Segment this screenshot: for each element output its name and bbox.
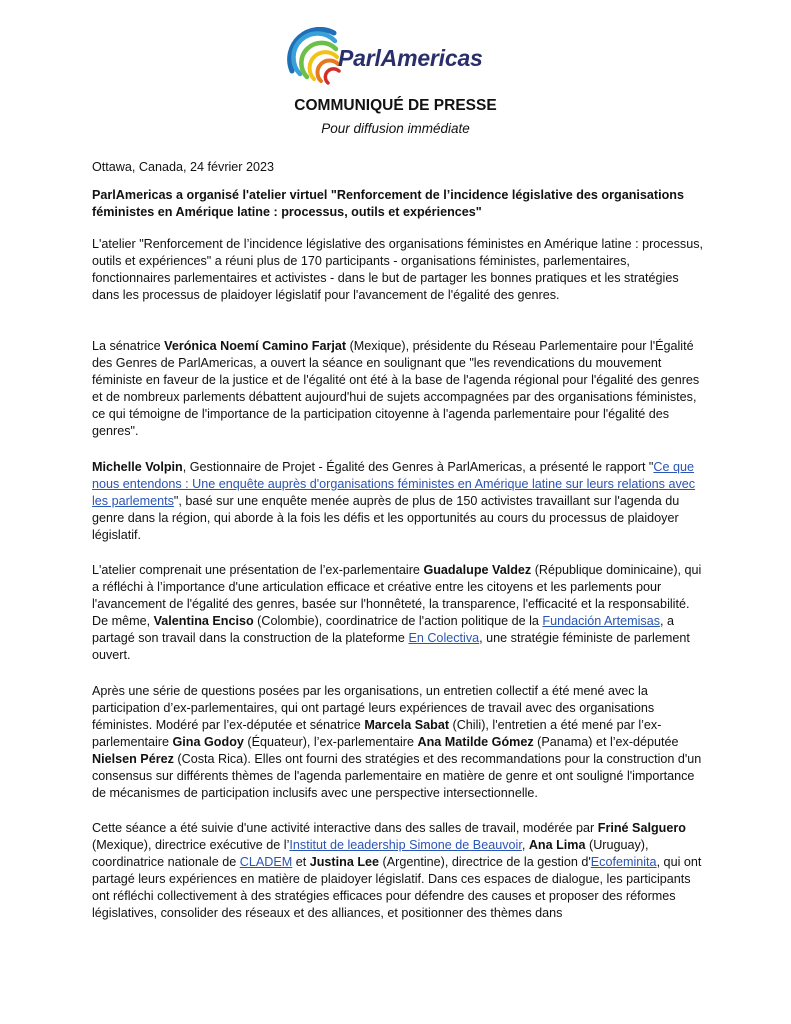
text: , a partagé son travail dans la construction de la plateforme (92, 614, 675, 645)
text: (Chili), l'entretien a été mené par l’ex-parlementaire (92, 718, 662, 749)
person-name: Michelle Volpin (92, 460, 183, 474)
person-name: Marcela Sabat (364, 718, 450, 732)
headline: ParlAmericas a organisé l'atelier virtuel "Renforcement de l’incidence législative des organisations féministes en Amérique latine : processus, outils et expériences" (92, 188, 684, 219)
document-subtitle: Pour diffusion immédiate (321, 121, 470, 136)
paragraph-1: L'atelier "Renforcement de l’incidence législative des organisations féministes en Amérique latine : processus, outils et expériences" a réuni plus de 170 participants - organisations féministes, parlementaires, fonctionnaires parlementaires et activistes - dans le but de partager les bonnes pratiques et les stratégies dans les processus de plaidoyer législatif pour l'avancement de l'égalité des genres. (92, 237, 703, 302)
text: ", basé sur une enquête menée auprès de plus de 150 activistes travaillant sur l'agenda du genre dans la région, qui aborde à la fois les défis et les opportunités au cours du processus de plaidoyer législatif. (92, 494, 680, 542)
person-name: Nielsen Pérez (92, 752, 174, 766)
paragraph-3 (92, 459, 704, 544)
report-link[interactable]: Ce que nous entendons : Une enquête auprès d'organisations féministes en Amérique latine sur leurs relations avec les parlements (92, 460, 696, 508)
text: (Mexique), directrice exécutive de l’ (92, 838, 290, 852)
text: Cette séance a été suivie d'une activité interactive dans des salles de travail, modérée par (92, 821, 598, 835)
person-name: Justina Lee (309, 855, 380, 869)
fundacion-artemisas-link[interactable]: Fundación Artemisas (542, 614, 661, 628)
text: (République dominicaine), qui a réfléchi à l’importance d'une articulation efficace et créative entre les citoyens et les parlements pour l'avancement de l'égalité des genres, basée sur l'honnêteté, la transparence, l'efficacité et la responsabilité. De même, (92, 563, 702, 628)
institut-simone-de-beauvoir-link[interactable]: Institut de leadership Simone de Beauvoir (289, 838, 522, 852)
text: La sénatrice (92, 339, 165, 353)
person-name: Ana Matilde Gómez (417, 735, 534, 749)
text: (Uruguay), coordinatrice nationale de (92, 838, 649, 869)
text: et (292, 855, 310, 869)
text: (Équateur), l’ex-parlementaire (243, 735, 418, 749)
ecofeminita-link[interactable]: Ecofeminita (590, 855, 657, 869)
person-name: Valentina Enciso (153, 614, 254, 628)
person-name: Verónica Noemí Camino Farjat (164, 339, 347, 353)
person-name: Gina Godoy (172, 735, 244, 749)
text: , qui ont partagé leurs expériences en matière de plaidoyer législatif. Dans ces espaces de dialogue, les participants ont réfléchi collectivement à des stratégies efficaces pour défendre des causes et proposer des réformes législatives, consolider des réseaux et des alliances, et positionner des thèmes dans (92, 855, 702, 920)
text: Après une série de questions posées par les organisations, un entretien collectif a été mené avec la participation d’ex-parlementaires, qui ont partagé leurs expériences de travail avec des organisations féministes. Modéré par l’ex-députée et sénatrice (92, 684, 655, 732)
document-title: COMMUNIQUÉ DE PRESSE (294, 97, 497, 114)
logo-arcs-icon (286, 27, 346, 93)
text: , une stratégie féministe de parlement ouvert. (92, 631, 690, 662)
text: (Colombie), coordinatrice de l'action politique de la (253, 614, 543, 628)
parlamericas-logo (286, 27, 516, 93)
text: (Argentine), directrice de la gestion d' (379, 855, 591, 869)
text: , (521, 838, 529, 852)
text: (Panama) et l’ex-députée (533, 735, 679, 749)
logo-wordmark: ParlAmericas (338, 45, 483, 71)
person-name: Guadalupe Valdez (423, 563, 532, 577)
text: L'atelier comprenait une présentation de l’ex-parlementaire (92, 563, 424, 577)
text: , Gestionnaire de Projet - Égalité des Genres à ParlAmericas, a présenté le rapport " (182, 460, 654, 474)
cladem-link[interactable]: CLADEM (239, 855, 293, 869)
paragraph-6 (92, 820, 704, 922)
text: (Costa Rica). Elles ont fourni des stratégies et des recommandations pour la construction d'un consensus sur différents thèmes de l'agenda parlementaire en matière de genre et ont souligné l'importance de mécanismes de participation inclusifs avec une perspective intersectionnelle. (92, 752, 702, 800)
text: (Mexique), présidente du Réseau Parlementaire pour l'Égalité des Genres de ParlAmericas, a ouvert la séance en soulignant que "les revendications du mouvement féministe en faveur de la justice et de l'égalité ont été à la base de l'agenda régional pour l'égalité des genres et de nombreux parlements débattent aujourd'hui de sujets accompagnées par des organisations féministes, ce qui témoigne de l'importance de la participation citoyenne à l'agenda parlementaire pour l'égalité des genres". (92, 339, 700, 438)
paragraph-5 (92, 683, 704, 802)
paragraph-4 (92, 562, 704, 664)
paragraph-2 (92, 338, 704, 440)
person-name: Friné Salguero (597, 821, 686, 835)
en-colectiva-link[interactable]: En Colectiva (408, 631, 480, 645)
dateline: Ottawa, Canada, 24 février 2023 (92, 160, 275, 174)
person-name: Ana Lima (528, 838, 586, 852)
